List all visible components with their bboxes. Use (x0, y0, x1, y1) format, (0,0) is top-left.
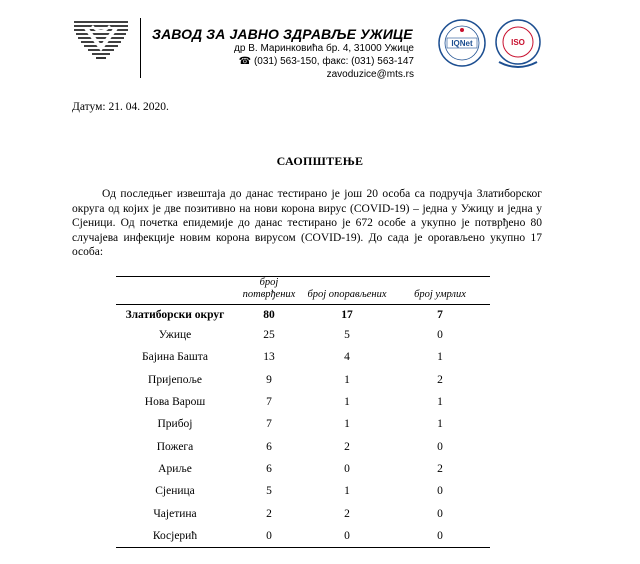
column-header-recovered: број опорављених (307, 289, 387, 300)
recovered-count: 4 (344, 351, 350, 364)
iqnet-logo-text: IQNet (451, 39, 473, 48)
deaths-count: 0 (437, 440, 443, 453)
deaths-count: 2 (437, 462, 443, 475)
recovered-count: 1 (344, 418, 350, 431)
deaths-count: 1 (437, 418, 443, 431)
column-header-confirmed: број потврђених (242, 277, 296, 300)
column-header-deaths: број умрлих (414, 289, 466, 300)
institution-email: zavoduzice@mts.rs (326, 69, 414, 80)
institution-address: др В. Маринковића бр. 4, 31000 Ужице (234, 43, 414, 54)
iso-logo-text: ISO (511, 38, 525, 47)
deaths-count: 2 (437, 373, 443, 386)
municipality-name: Ужице (158, 329, 192, 342)
document-date: Датум: 21. 04. 2020. (72, 101, 169, 113)
deaths-count: 7 (437, 308, 443, 321)
covid-statistics-table (116, 276, 490, 548)
deaths-count: 1 (437, 396, 443, 409)
deaths-count: 0 (437, 529, 443, 542)
table-row (116, 413, 490, 435)
header-divider (140, 18, 141, 78)
municipality-name: Пријепоље (148, 373, 202, 386)
deaths-count: 0 (437, 329, 443, 342)
recovered-count: 0 (344, 462, 350, 475)
confirmed-count: 5 (266, 485, 272, 498)
confirmed-count: 13 (263, 351, 275, 364)
municipality-name: Чајетина (153, 507, 197, 520)
confirmed-count: 0 (266, 529, 272, 542)
document-title: САОПШТЕЊЕ (276, 154, 364, 168)
table-row (116, 458, 490, 480)
table-row (116, 480, 490, 502)
confirmed-count: 9 (266, 373, 272, 386)
recovered-count: 17 (341, 308, 353, 321)
municipality-name: Сјеница (155, 485, 195, 498)
deaths-count: 1 (437, 351, 443, 364)
table-row-district-total (116, 305, 490, 325)
recovered-count: 1 (344, 396, 350, 409)
iqnet-certification-logo (437, 18, 487, 68)
municipality-name: Прибој (157, 418, 193, 431)
column-header-region (116, 277, 234, 305)
confirmed-count: 7 (266, 418, 272, 431)
recovered-count: 2 (344, 507, 350, 520)
iso-certification-logo (493, 18, 543, 70)
table-row (116, 525, 490, 548)
confirmed-count: 6 (266, 462, 272, 475)
municipality-name: Пожега (156, 440, 194, 453)
confirmed-count: 25 (263, 329, 275, 342)
municipality-name: Ариље (158, 462, 192, 475)
table-row (116, 502, 490, 524)
confirmed-count: 7 (266, 396, 272, 409)
municipality-name: Косјерић (152, 529, 198, 542)
deaths-count: 0 (437, 485, 443, 498)
recovered-count: 5 (344, 329, 350, 342)
table-row (116, 435, 490, 457)
announcement-paragraph: Од последњег извештаја до данас тестирано је још 20 особа са подручја Златиборског округа од којих је две позитивно на нови корона вирус (COVID-19) – једна у Ужицу и једна у Сјеници. Од почетка епидемије до данас тестирано је 672 особе а укупно је потврђено 80 случајева инфекције новим корона вирусом (COVID-19). До сада је оporављено укупно 17 особа: (72, 188, 542, 259)
confirmed-count: 2 (266, 507, 272, 520)
recovered-count: 2 (344, 440, 350, 453)
recovered-count: 0 (344, 529, 350, 542)
table-row (116, 391, 490, 413)
confirmed-count: 80 (263, 308, 275, 321)
institute-logo (72, 18, 130, 66)
deaths-count: 0 (437, 507, 443, 520)
institution-phone-fax: ☎ (031) 563-150, факс: (031) 563-147 (238, 56, 414, 67)
municipality-name: Бајина Башта (141, 351, 209, 364)
recovered-count: 1 (344, 373, 350, 386)
region-name: Златиборски округ (125, 308, 225, 321)
table-row (116, 346, 490, 368)
municipality-name: Нова Варош (144, 396, 206, 409)
confirmed-count: 6 (266, 440, 272, 453)
table-header-row (116, 277, 490, 305)
table-row (116, 324, 490, 346)
recovered-count: 1 (344, 485, 350, 498)
institution-name: ЗАВОД ЗА ЈАВНО ЗДРАВЉЕ УЖИЦЕ (152, 26, 413, 42)
table-row (116, 369, 490, 391)
